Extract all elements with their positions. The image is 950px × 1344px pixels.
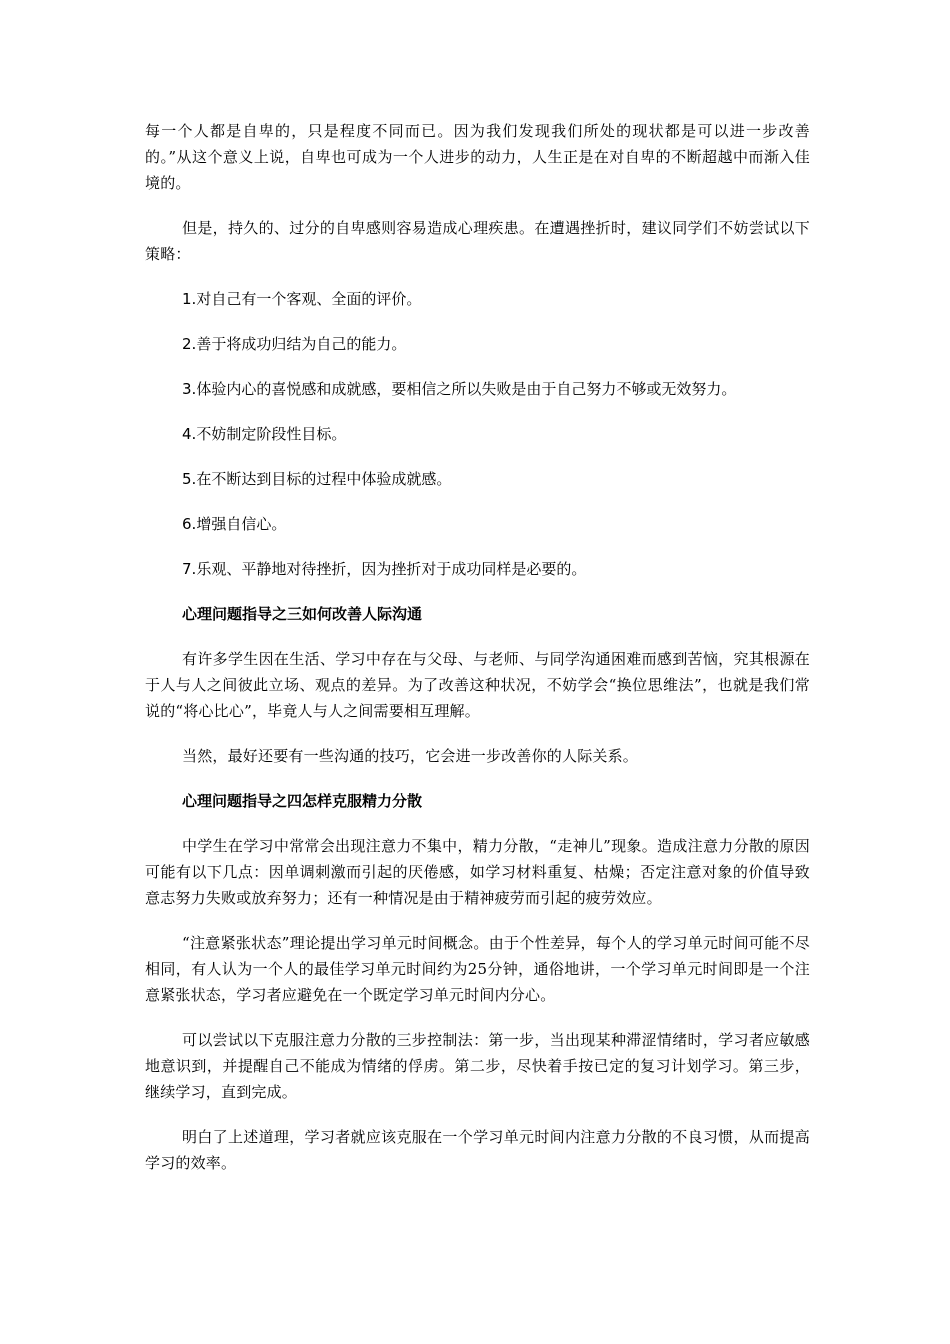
strategy-number: 1. [182, 290, 197, 308]
strategy-text: 在不断达到目标的过程中体验成就感。 [196, 470, 452, 488]
strategy-item-3 [145, 376, 810, 402]
paragraph-three-steps: 可以尝试以下克服注意力分散的三步控制法：第一步，当出现某种滞涩情绪时，学习者应敏感地意识到，并提醒自己不能成为情绪的俘虏。第二步，尽快着手按已定的复习计划学习。第三步，继续学习，直到完成。 [145, 1031, 810, 1101]
strategy-number: 4. [182, 425, 197, 443]
strategy-number: 2. [182, 335, 197, 353]
paragraph-conclusion: 明白了上述道理，学习者就应该克服在一个学习单元时间内注意力分散的不良习惯，从而提高学习的效率。 [145, 1128, 810, 1172]
strategy-item-6 [145, 511, 810, 537]
strategy-item-4 [145, 421, 810, 447]
paragraph-attention-theory: “注意紧张状态”理论提出学习单元时间概念。由于个性差异，每个人的学习单元时间可能不尽相同，有人认为一个人的最佳学习单元时间约为25分钟，通俗地讲，一个学习单元时间即是一个注意紧张状态，学习者应避免在一个既定学习单元时间内分心。 [145, 934, 810, 1004]
section-heading-distraction: 心理问题指导之四怎样克服精力分散 [182, 792, 423, 810]
strategy-number: 7. [182, 560, 197, 578]
strategy-text: 不妨制定阶段性目标。 [196, 425, 347, 443]
paragraph-communication-skills: 当然，最好还要有一些沟通的技巧，它会进一步改善你的人际关系。 [182, 747, 639, 765]
paragraph-communication: 有许多学生因在生活、学习中存在与父母、与老师、与同学沟通困难而感到苦恼，究其根源在于人与人之间彼此立场、观点的差异。为了改善这种状况，不妨学会“换位思维法”，也就是我们常说的“将心比心”，毕竟人与人之间需要相互理解。 [145, 650, 810, 720]
strategy-item-5 [145, 466, 810, 492]
strategy-item-7 [145, 556, 810, 582]
paragraph-distraction-causes: 中学生在学习中常常会出现注意力不集中，精力分散，“走神儿”现象。造成注意力分散的原因可能有以下几点：因单调刺激而引起的厌倦感，如学习材料重复、枯燥；否定注意对象的价值导致意志努力失败或放弃努力；还有一种情况是由于精神疲劳而引起的疲劳效应。 [145, 837, 810, 907]
strategy-text: 对自己有一个客观、全面的评价。 [196, 290, 422, 308]
strategy-text: 善于将成功归结为自己的能力。 [196, 335, 407, 353]
strategy-text: 乐观、平静地对待挫折，因为挫折对于成功同样是必要的。 [196, 560, 587, 578]
strategy-item-1 [145, 286, 810, 312]
strategy-number: 3. [182, 380, 197, 398]
paragraph-strategies-intro: 但是，持久的、过分的自卑感则容易造成心理疾患。在遭遇挫折时，建议同学们不妨尝试以下策略： [145, 219, 810, 263]
document-page [145, 118, 810, 1195]
strategy-item-2 [145, 331, 810, 357]
strategy-text: 增强自信心。 [196, 515, 287, 533]
strategy-number: 5. [182, 470, 197, 488]
strategy-number: 6. [182, 515, 197, 533]
paragraph-inferiority-intro: 每一个人都是自卑的，只是程度不同而已。因为我们发现我们所处的现状都是可以进一步改善的。”从这个意义上说，自卑也可成为一个人进步的动力，人生正是在对自卑的不断超越中而渐入佳境的。 [145, 122, 810, 192]
strategy-text: 体验内心的喜悦感和成就感，要相信之所以失败是由于自己努力不够或无效努力。 [196, 380, 737, 398]
section-heading-communication: 心理问题指导之三如何改善人际沟通 [182, 605, 423, 623]
